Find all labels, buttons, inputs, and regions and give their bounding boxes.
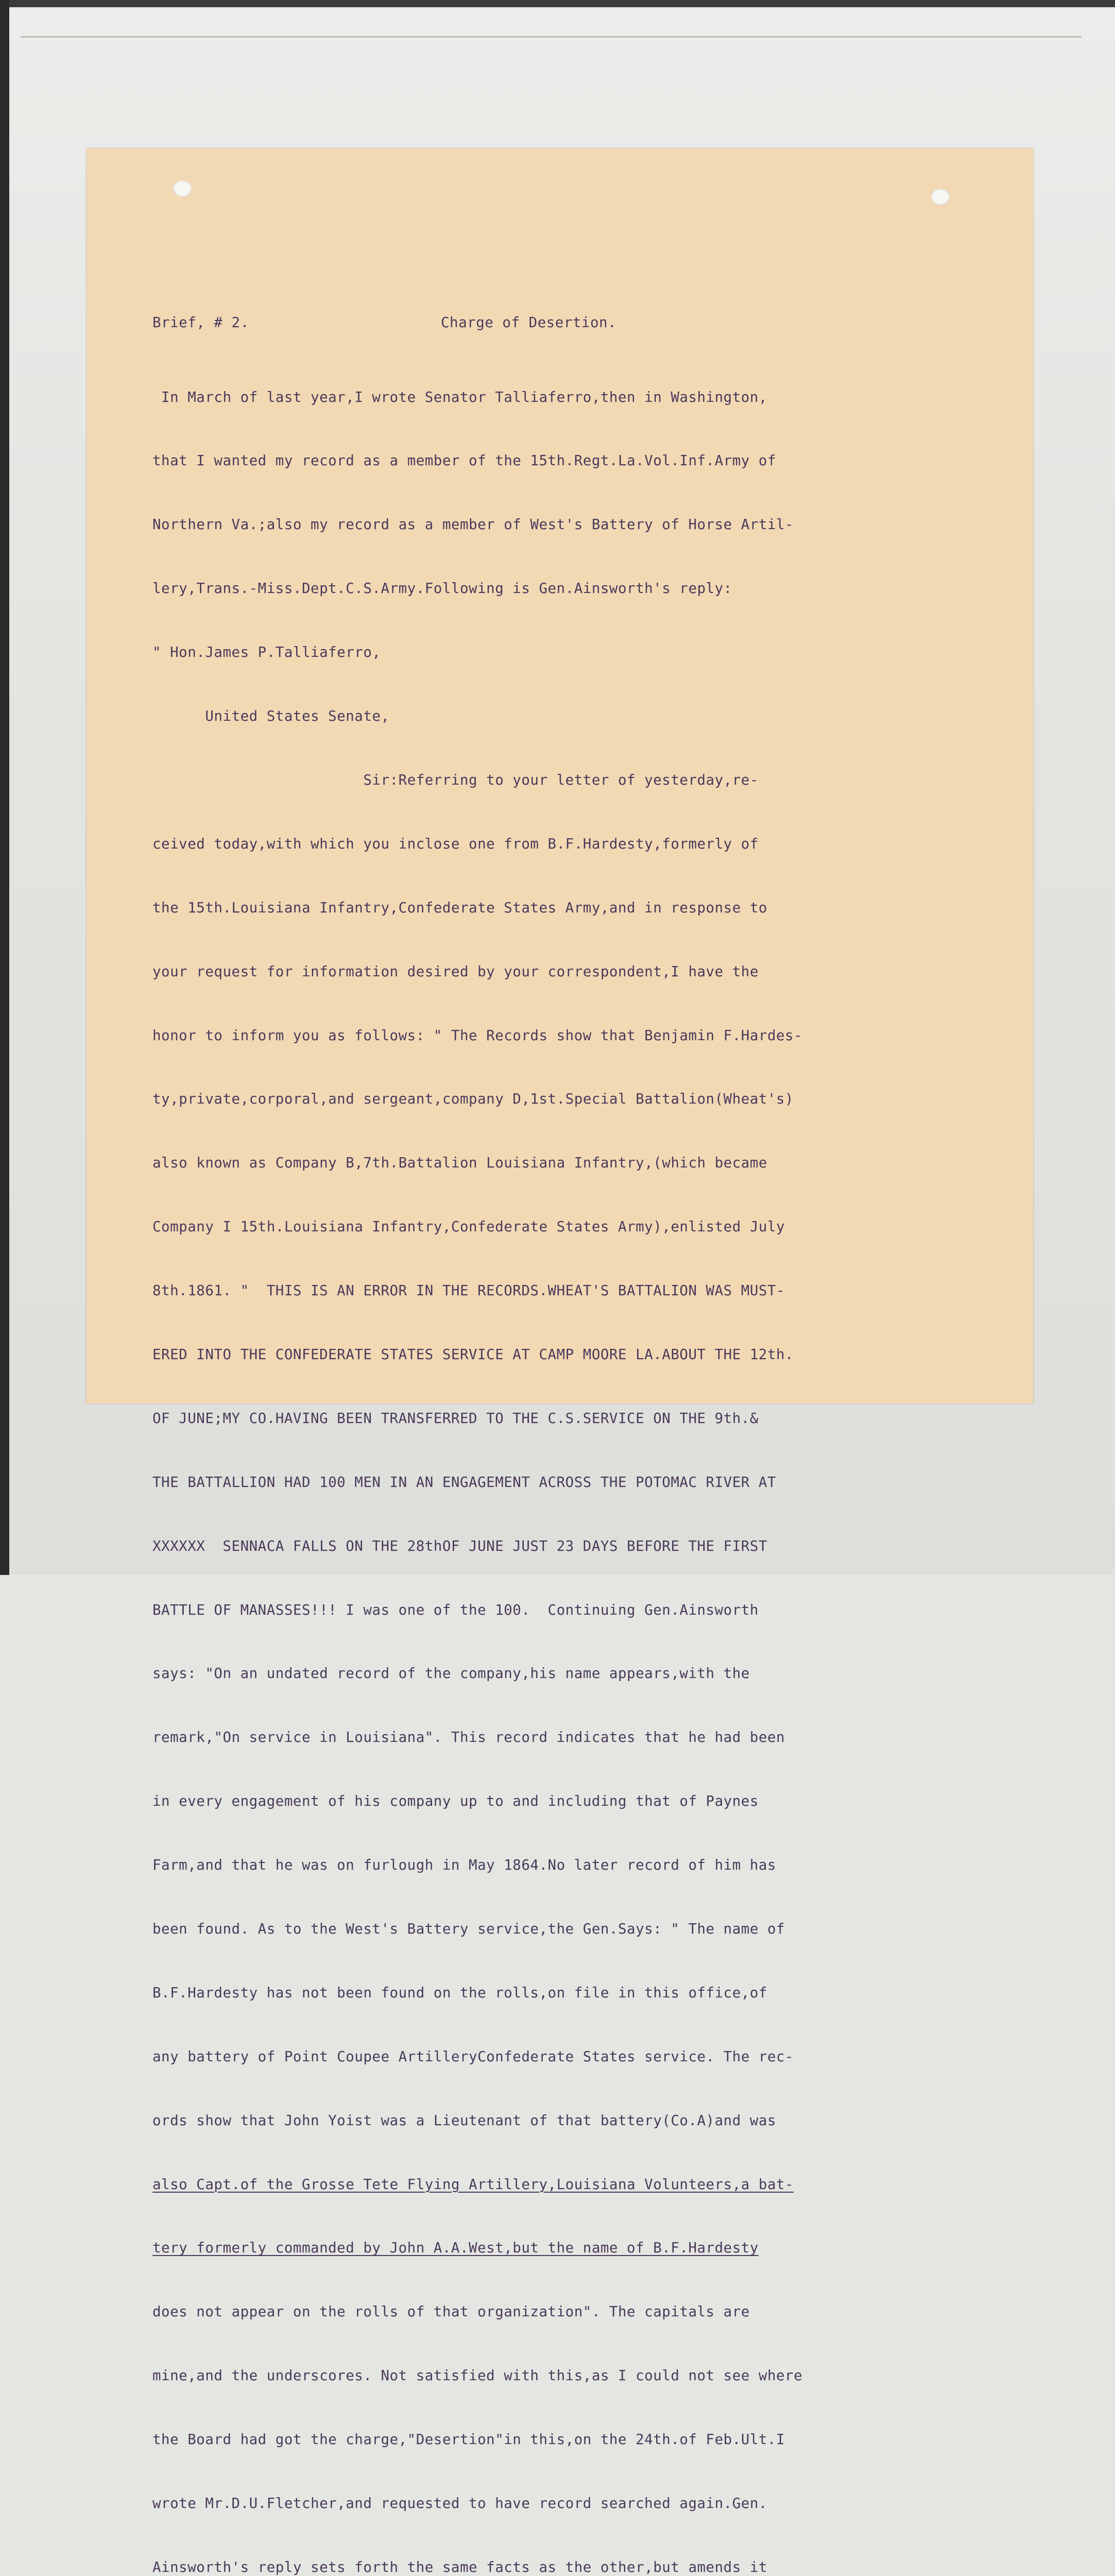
scanner-left-edge	[0, 0, 9, 1575]
text-line: B.F.Hardesty has not been found on the rolls,on file in this office,of	[152, 1984, 767, 2001]
text-line: 8th.1861. " THIS IS AN ERROR IN THE RECORDS.WHEAT'S BATTALION WAS MUST-	[152, 1282, 785, 1299]
text-line: that I wanted my record as a member of the 15th.Regt.La.Vol.Inf.Army of	[152, 452, 777, 469]
text-line: XXXXXX SENNACA FALLS ON THE 28thOF JUNE JUST 23 DAYS BEFORE THE FIRST	[152, 1537, 767, 1554]
text-line: in every engagement of his company up to and including that of Paynes	[152, 1793, 759, 1810]
punch-hole-left	[173, 180, 192, 197]
document-title: Charge of Desertion.	[441, 314, 617, 331]
punch-hole-right	[931, 189, 950, 205]
text-line: Ainsworth's reply sets forth the same facts as the other,but amends it	[152, 2558, 767, 2575]
text-line: " Hon.James P.Talliaferro,	[152, 644, 381, 661]
document-heading	[152, 314, 1028, 336]
text-line: BATTLE OF MANASSES!!! I was one of the 100. Continuing Gen.Ainsworth	[152, 1601, 759, 1618]
text-line: OF JUNE;MY CO.HAVING BEEN TRANSFERRED TO THE C.S.SERVICE ON THE 9th.&	[152, 1410, 759, 1427]
text-line: ERED INTO THE CONFEDERATE STATES SERVICE AT CAMP MOORE LA.ABOUT THE 12th.	[152, 1346, 794, 1363]
text-line: mine,and the underscores. Not satisfied with this,as I could not see where	[152, 2367, 803, 2384]
text-line: any battery of Point Coupee ArtilleryConfederate States service. The rec-	[152, 2048, 794, 2065]
text-line: says: "On an undated record of the company,his name appears,with the	[152, 1665, 750, 1682]
text-line: the 15th.Louisiana Infantry,Confederate States Army,and in response to	[152, 899, 767, 916]
text-line: Sir:Referring to your letter of yesterday,re-	[152, 771, 759, 788]
text-line-underlined: tery formerly commanded by John A.A.West,but the name of B.F.Hardesty	[152, 2240, 759, 2257]
text-line: Farm,and that he was on furlough in May 1864.No later record of him has	[152, 1857, 777, 1874]
text-line: ords show that John Yoist was a Lieutenant of that battery(Co.A)and was	[152, 2112, 777, 2129]
text-line-underlined: also Capt.of the Grosse Tete Flying Artillery,Louisiana Volunteers,a bat-	[152, 2176, 794, 2193]
text-line: ty,private,corporal,and sergeant,company D,1st.Special Battalion(Wheat's)	[152, 1091, 794, 1108]
scanner-top-edge	[0, 0, 1115, 7]
text-line: does not appear on the rolls of that organization". The capitals are	[152, 2303, 750, 2320]
text-line: ceived today,with which you inclose one from B.F.Hardesty,formerly of	[152, 835, 759, 852]
text-line: been found. As to the West's Battery service,the Gen.Says: " The name of	[152, 1920, 785, 1937]
text-line: wrote Mr.D.U.Fletcher,and requested to have record searched again.Gen.	[152, 2495, 767, 2512]
brief-number: Brief, # 2.	[152, 314, 249, 331]
text-line: the Board had got the charge,"Desertion"in this,on the 24th.of Feb.Ult.I	[152, 2431, 785, 2448]
text-line: United States Senate,	[152, 708, 390, 725]
document-sheet	[87, 148, 1033, 2575]
text-line: Company I 15th.Louisiana Infantry,Confederate States Army),enlisted July	[152, 1218, 785, 1235]
text-line: THE BATTALLION HAD 100 MEN IN AN ENGAGEMENT ACROSS THE POTOMAC RIVER AT	[152, 1473, 777, 1490]
text-line: lery,Trans.-Miss.Dept.C.S.Army.Following is Gen.Ainsworth's reply:	[152, 580, 732, 597]
document-body	[152, 344, 1028, 2576]
text-line: Northern Va.;also my record as a member of West's Battery of Horse Artil-	[152, 516, 794, 533]
text-line: In March of last year,I wrote Senator Talliaferro,then in Washington,	[152, 388, 767, 405]
text-line: your request for information desired by your correspondent,I have the	[152, 963, 759, 980]
scanner-line	[21, 36, 1082, 38]
text-line: honor to inform you as follows: " The Records show that Benjamin F.Hardes-	[152, 1027, 803, 1044]
text-line: also known as Company B,7th.Battalion Louisiana Infantry,(which became	[152, 1155, 767, 1172]
text-line: remark,"On service in Louisiana". This record indicates that he had been	[152, 1729, 785, 1746]
